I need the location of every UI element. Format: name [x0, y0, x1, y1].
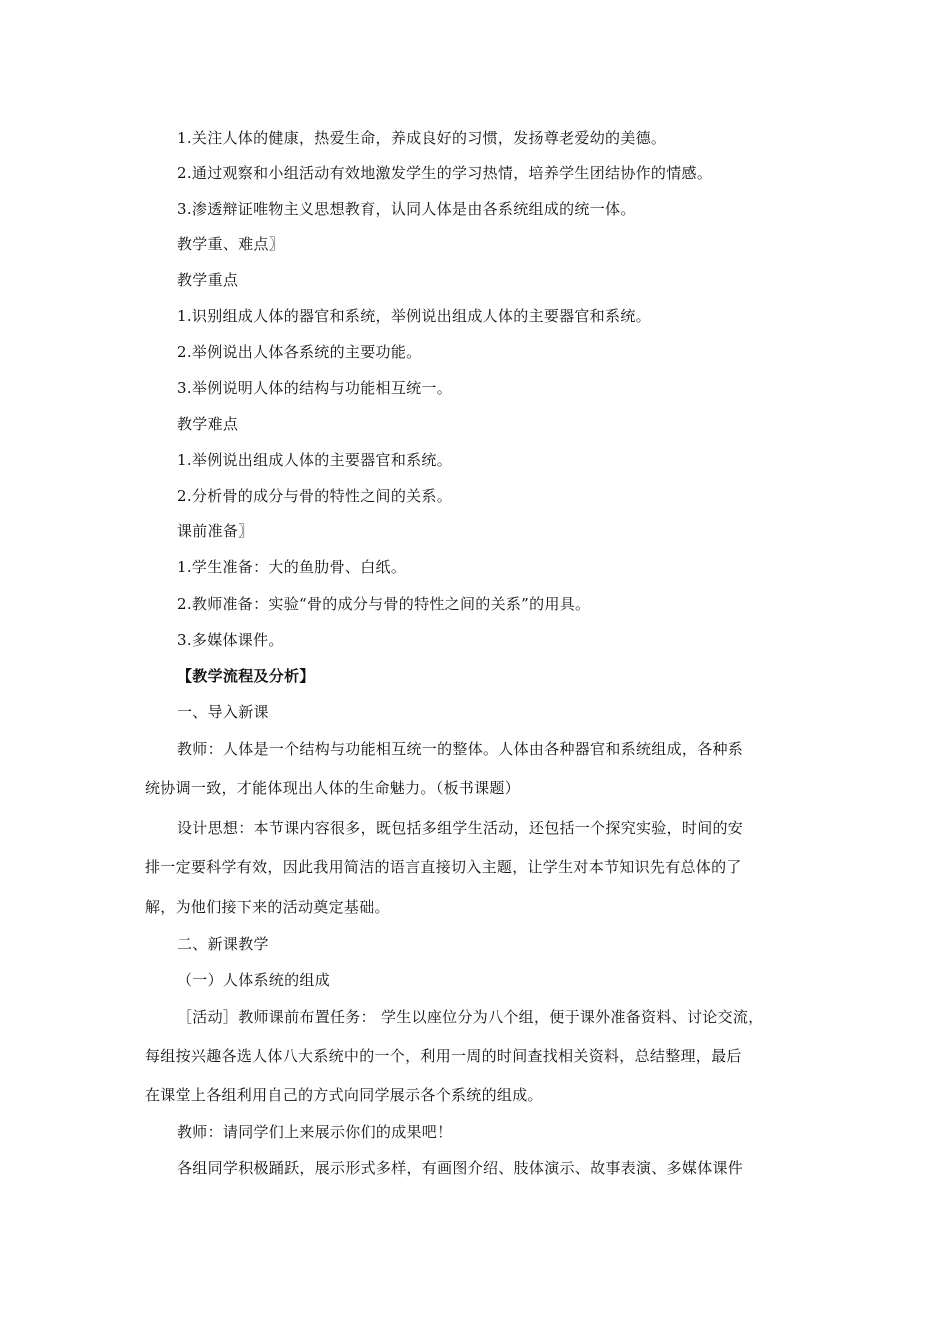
text-line: 3.举例说明人体的结构与功能相互统一。: [177, 379, 453, 397]
paragraph-line: 排一定要科学有效，因此我用简洁的语言直接切入主题，让学生对本节知识先有总体的了: [145, 858, 742, 876]
section-heading: 二、新课教学: [177, 935, 269, 953]
paragraph-line: 各组同学积极踊跃，展示形式多样，有画图介绍、肢体演示、故事表演、多媒体课件: [177, 1159, 744, 1177]
paragraph-line: 教师：请同学们上来展示你们的成果吧！: [177, 1123, 453, 1141]
section-heading: 一、导入新课: [177, 703, 269, 721]
paragraph-line: 统协调一致，才能体现出人体的生命魅力。（板书课题）: [145, 779, 521, 797]
section-heading: 课前准备〗: [177, 522, 254, 540]
paragraph-line: ［活动］教师课前布置任务： 学生以座位分为八个组，便于课外准备资料、讨论交流，: [177, 1008, 764, 1026]
subsection-heading: 教学重点: [177, 271, 239, 289]
subsection-heading: 教学难点: [177, 415, 239, 433]
section-heading: 教学重、难点〗: [177, 235, 285, 253]
paragraph-line: 在课堂上各组利用自己的方式向同学展示各个系统的组成。: [145, 1086, 543, 1104]
paragraph-line: 解，为他们接下来的活动奠定基础。: [145, 898, 390, 916]
paragraph-line: 设计思想：本节课内容很多，既包括多组学生活动，还包括一个探究实验，时间的安: [177, 819, 744, 837]
text-line: 2.分析骨的成分与骨的特性之间的关系。: [177, 487, 453, 505]
text-line: 2.教师准备：实验“骨的成分与骨的特性之间的关系”的用具。: [177, 595, 591, 613]
section-heading: 【教学流程及分析】: [177, 667, 315, 685]
text-line: 3.渗透辩证唯物主义思想教育，认同人体是由各系统组成的统一体。: [177, 200, 636, 218]
subsection-heading: （一）人体系统的组成: [177, 971, 331, 989]
text-line: 2.通过观察和小组活动有效地激发学生的学习热情，培养学生团结协作的情感。: [177, 164, 713, 182]
text-line: 1.识别组成人体的器官和系统，举例说出组成人体的主要器官和系统。: [177, 307, 651, 325]
text-line: 3.多媒体课件。: [177, 631, 284, 649]
text-line: 1.关注人体的健康，热爱生命，养成良好的习惯，发扬尊老爱幼的美德。: [177, 129, 667, 147]
paragraph-line: 教师：人体是一个结构与功能相互统一的整体。人体由各种器官和系统组成，各种系: [177, 740, 744, 758]
text-line: 1.学生准备：大的鱼肋骨、白纸。: [177, 558, 407, 576]
paragraph-line: 每组按兴趣各选人体八大系统中的一个，利用一周的时间查找相关资料，总结整理，最后: [145, 1047, 742, 1065]
text-line: 1.举例说出组成人体的主要器官和系统。: [177, 451, 453, 469]
text-line: 2.举例说出人体各系统的主要功能。: [177, 343, 422, 361]
